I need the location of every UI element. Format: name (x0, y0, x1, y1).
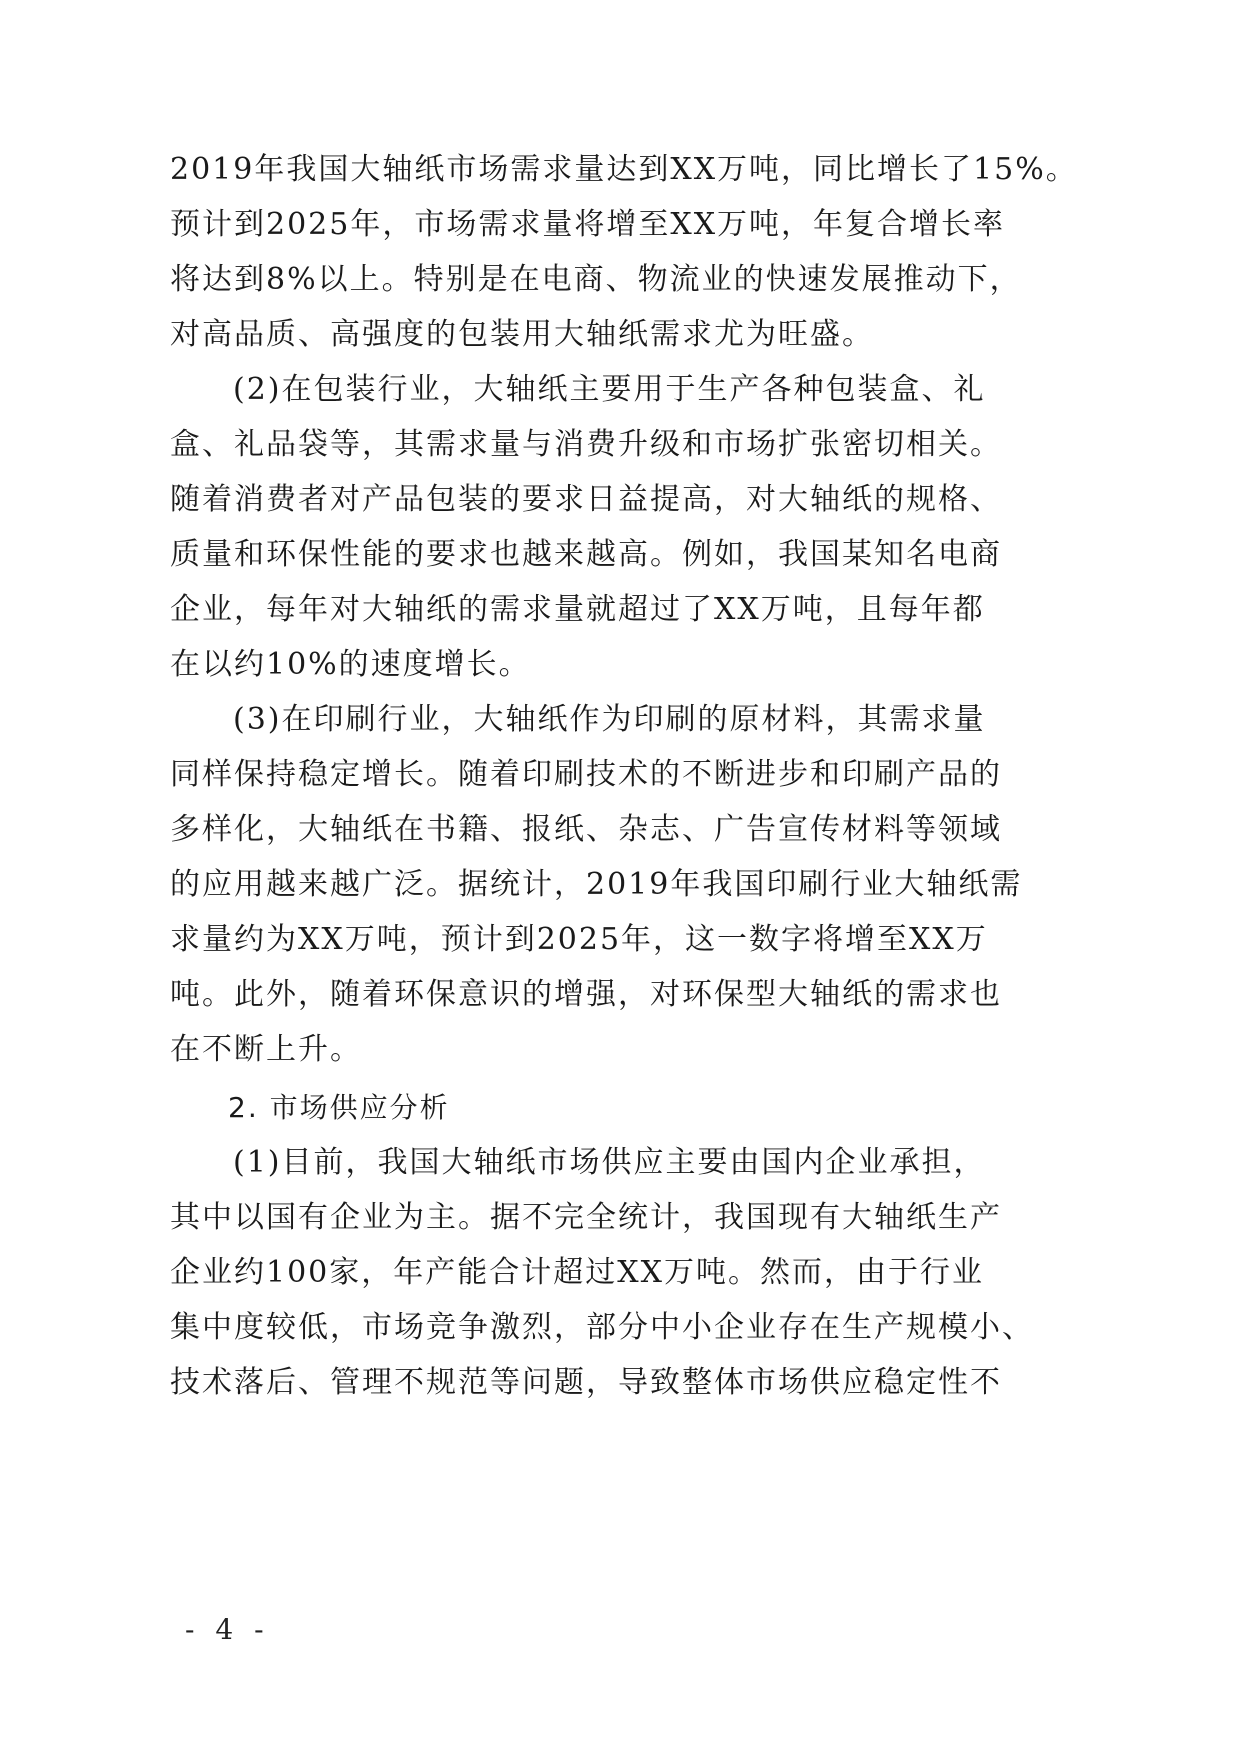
text-line-4: 对高品质、高强度的包装用大轴纸需求尤为旺盛。 (170, 317, 874, 352)
text-line-17: 在不断上升。 (170, 1032, 362, 1067)
text-line-19: (1)目前，我国大轴纸市场供应主要由国内企业承担， (233, 1145, 986, 1180)
text-line-2: 预计到2025年，市场需求量将增至XX万吨，年复合增长率 (170, 207, 1006, 242)
text-line-8: 质量和环保性能的要求也越来越高。例如，我国某知名电商 (170, 537, 1002, 572)
text-line-13: 多样化，大轴纸在书籍、报纸、杂志、广告宣传材料等领域 (170, 812, 1002, 847)
text-line-6: 盒、礼品袋等，其需求量与消费升级和市场扩张密切相关。 (170, 427, 1002, 462)
section-heading: 2. 市场供应分析 (228, 1091, 450, 1124)
text-line-12: 同样保持稳定增长。随着印刷技术的不断进步和印刷产品的 (170, 757, 1002, 792)
text-line-1: 2019年我国大轴纸市场需求量达到XX万吨，同比增长了15%。 (170, 152, 1078, 187)
text-line-10: 在以约10%的速度增长。 (170, 647, 531, 682)
page-number: - 4 - (185, 1613, 270, 1646)
text-line-21: 企业约100家，年产能合计超过XX万吨。然而，由于行业 (170, 1255, 984, 1290)
text-line-7: 随着消费者对产品包装的要求日益提高，对大轴纸的规格、 (170, 482, 1002, 517)
text-line-22: 集中度较低，市场竞争激烈，部分中小企业存在生产规模小、 (170, 1310, 1034, 1345)
text-line-5: (2)在包装行业，大轴纸主要用于生产各种包装盒、礼 (233, 372, 986, 407)
text-line-9: 企业，每年对大轴纸的需求量就超过了XX万吨，且每年都 (170, 592, 985, 627)
text-line-20: 其中以国有企业为主。据不完全统计，我国现有大轴纸生产 (170, 1200, 1002, 1235)
text-line-23: 技术落后、管理不规范等问题，导致整体市场供应稳定性不 (170, 1365, 1002, 1400)
text-line-15: 求量约为XX万吨，预计到2025年，这一数字将增至XX万 (170, 922, 988, 957)
text-line-16: 吨。此外，随着环保意识的增强，对环保型大轴纸的需求也 (170, 977, 1002, 1012)
text-line-3: 将达到8%以上。特别是在电商、物流业的快速发展推动下， (170, 262, 1022, 297)
text-line-14: 的应用越来越广泛。据统计，2019年我国印刷行业大轴纸需 (170, 867, 1023, 902)
text-line-11: (3)在印刷行业，大轴纸作为印刷的原材料，其需求量 (233, 702, 986, 737)
